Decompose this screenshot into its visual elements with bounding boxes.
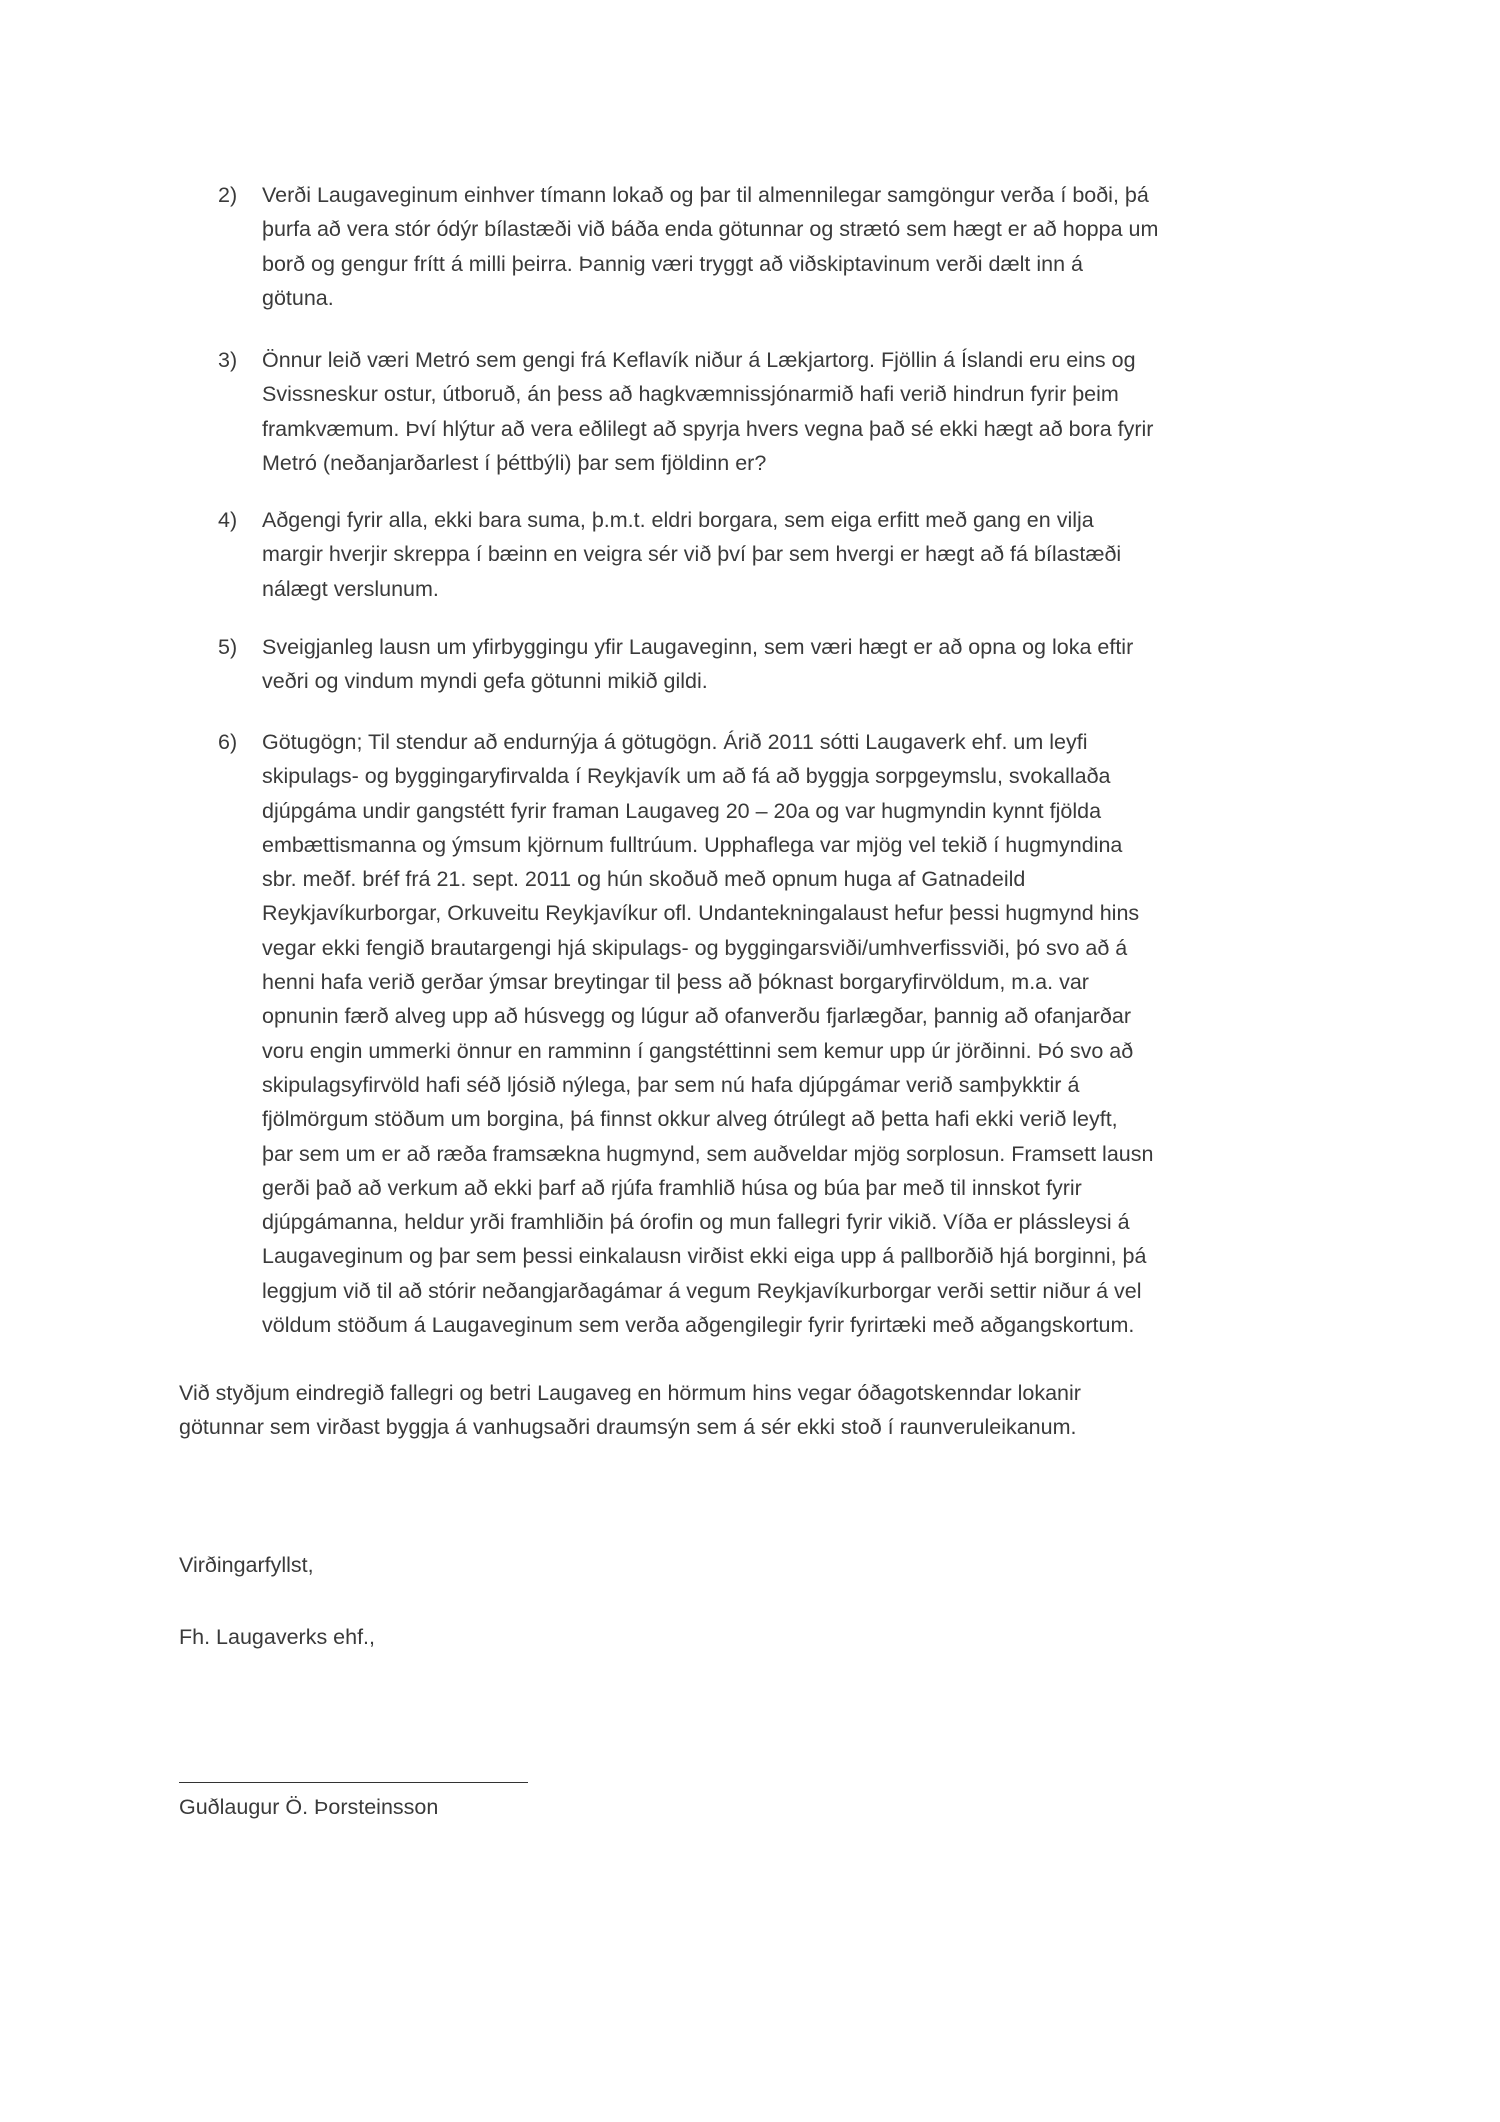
text-line: margir hverjir skreppa í bæinn en veigra sér við því þar sem hvergi er hægt að fá bílastæði xyxy=(262,542,1122,567)
text-line: borð og gengur frítt á milli þeirra. Þannig væri tryggt að viðskiptavinum verði dælt inn á xyxy=(262,251,1083,276)
signature-line xyxy=(179,1782,528,1783)
text-line: Laugaveginum og þar sem þessi einkalausn virðist ekki eiga upp á pallborðið hjá borginni, þá xyxy=(262,1244,1147,1269)
item-number: 5) xyxy=(218,635,238,659)
text-line: þurfa að vera stór ódýr bílastæði við báða enda götunnar og strætó sem hægt er að hoppa um xyxy=(262,217,1159,242)
item-number: 3) xyxy=(218,348,238,372)
text-line: fjölmörgum stöðum um borgina, þá finnst okkur alveg ótrúlegt að þetta hafi ekki verið leyft, xyxy=(262,1107,1118,1132)
item-number: 2) xyxy=(218,183,238,207)
text-line: nálægt verslunum. xyxy=(262,576,439,601)
text-line: voru engin ummerki önnur en ramminn í gangstéttinni sem kemur upp úr jörðinni. Þó svo að xyxy=(262,1038,1134,1063)
text-line: götuna. xyxy=(262,285,334,310)
text-line: framkvæmum. Því hlýtur að vera eðlilegt að spyrja hvers vegna það sé ekki hægt að bora fyrir xyxy=(262,416,1154,441)
text-line: götunnar sem virðast byggja á vanhugsaðri draumsýn sem á sér ekki stoð í raunveruleikanum. xyxy=(179,1415,1077,1440)
company-name: Fh. Laugaverks ehf., xyxy=(179,1625,375,1649)
text-line: opnunin færð alveg upp að húsvegg og lúgur að ofanverðu fjarlægðar, þannig að ofanjarðar xyxy=(262,1004,1131,1029)
text-line: Aðgengi fyrir alla, ekki bara suma, þ.m.t. eldri borgara, sem eiga erfitt með gang en vilja xyxy=(262,508,1094,532)
text-line: henni hafa verið gerðar ýmsar breytingar til þess að þóknast borgaryfirvöldum, m.a. var xyxy=(262,970,1089,995)
item-number: 4) xyxy=(218,508,238,532)
text-line: Verði Laugaveginum einhver tímann lokað og þar til almennilegar samgöngur verða í boði, þá xyxy=(262,183,1149,207)
text-line: Svissneskur ostur, útboruð, án þess að hagkvæmnissjónarmið hafi verið hindrun fyrir þeim xyxy=(262,382,1119,407)
item-number: 6) xyxy=(218,730,238,754)
text-line: djúpgáma undir gangstétt fyrir framan Laugaveg 20 – 20a og var hugmyndin kynnt fjölda xyxy=(262,798,1102,823)
text-line: þar sem um er að ræða framsækna hugmynd, sem auðveldar mjög sorplosun. Framsett lausn xyxy=(262,1141,1154,1166)
item-text xyxy=(262,503,1121,606)
item-text xyxy=(262,630,1133,699)
text-line: gerði það að verkum að ekki þarf að rjúfa framhlið húsa og búa þar með til innskot fyrir xyxy=(262,1175,1082,1200)
text-line: Metró (neðanjarðarlest í þéttbýli) þar sem fjöldinn er? xyxy=(262,450,767,475)
text-line: djúpgámanna, heldur yrði framhliðin þá órofin og mun fallegri fyrir vikið. Víða er plássleysi á xyxy=(262,1210,1130,1235)
text-line: leggjum við til að stórir neðangjarðagámar á vegum Reykjavíkurborgar verði settir niður á vel xyxy=(262,1278,1142,1303)
text-line: vegar ekki fengið brautargengi hjá skipulags- og byggingarsviði/umhverfissviði, þó svo að á xyxy=(262,935,1128,960)
item-text xyxy=(262,725,1153,1342)
text-line: embættismanna og ýmsum kjörnum fulltrúum. Upphaflega var mjög vel tekið í hugmyndina xyxy=(262,832,1123,857)
text-line: Sveigjanleg lausn um yfirbyggingu yfir Laugaveginn, sem væri hægt er að opna og loka eftir xyxy=(262,635,1134,659)
text-line: veðri og vindum myndi gefa götunni mikið gildi. xyxy=(262,669,708,694)
signatory-name: Guðlaugur Ö. Þorsteinsson xyxy=(179,1795,439,1819)
text-line: Við styðjum eindregið fallegri og betri Laugaveg en hörmum hins vegar óðagotskenndar lokanir xyxy=(179,1381,1081,1405)
text-line: völdum stöðum á Laugaveginum sem verða aðgengilegir fyrir fyrirtæki með aðgangskortum. xyxy=(262,1313,1135,1338)
text-line: skipulagsyfirvöld hafi séð ljósið nýlega, þar sem nú hafa djúpgámar verið samþykktir á xyxy=(262,1072,1080,1097)
text-line: Reykjavíkurborgar, Orkuveitu Reykjavíkur ofl. Undantekningalaust hefur þessi hugmynd hins xyxy=(262,901,1140,926)
signoff: Virðingarfyllst, xyxy=(179,1553,314,1577)
item-text xyxy=(262,343,1153,480)
closing-paragraph xyxy=(179,1376,1081,1445)
text-line: Önnur leið væri Metró sem gengi frá Keflavík niður á Lækjartorg. Fjöllin á Íslandi eru eins og xyxy=(262,348,1136,372)
text-line: skipulags- og byggingaryfirvalda í Reykjavík um að fá að byggja sorpgeymslu, svokallaða xyxy=(262,764,1111,789)
item-text xyxy=(262,178,1158,315)
text-line: Götugögn; Til stendur að endurnýja á götugögn. Árið 2011 sótti Laugaverk ehf. um leyfi xyxy=(262,730,1088,754)
text-line: sbr. meðf. bréf frá 21. sept. 2011 og hún skoðuð með opnum huga af Gatnadeild xyxy=(262,867,1026,892)
